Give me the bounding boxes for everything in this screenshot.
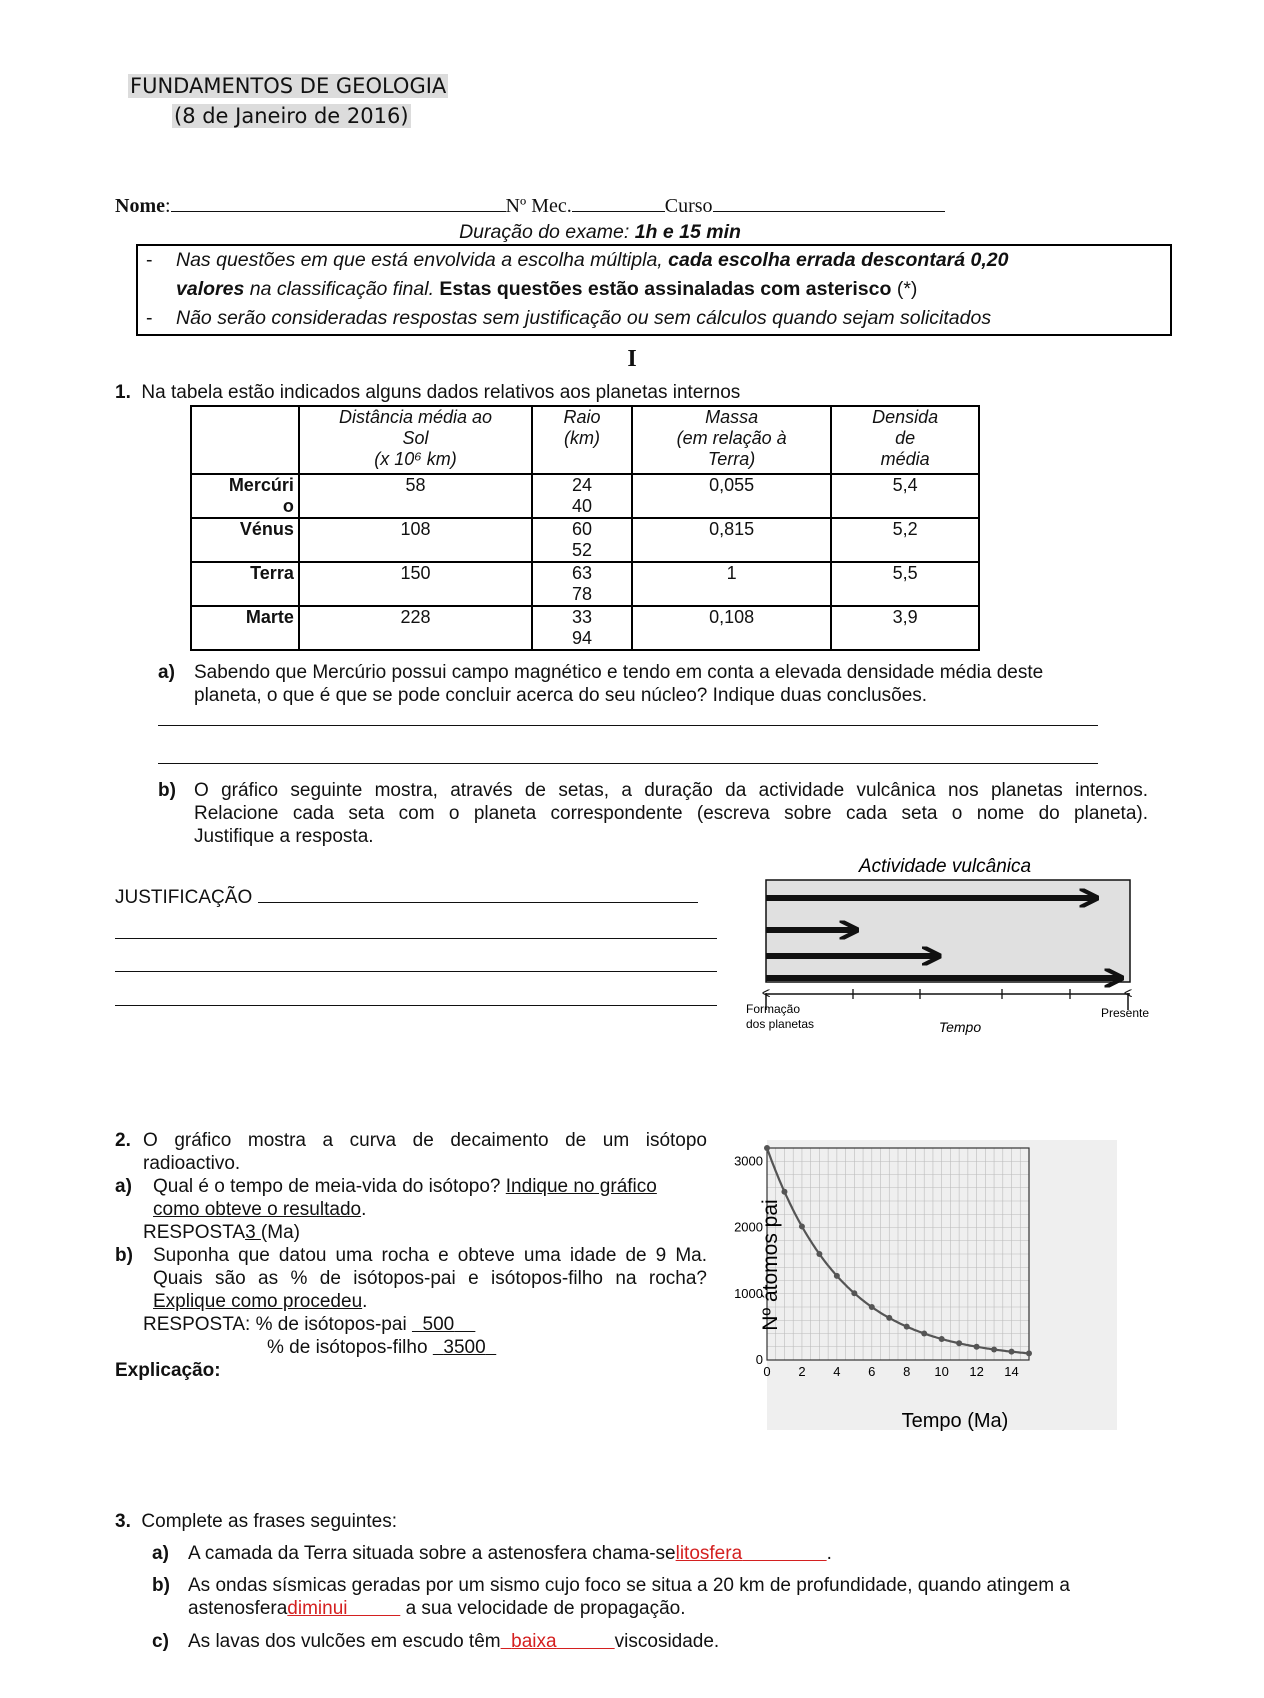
q1a-text: Sabendo que Mercúrio possui campo magnético e tendo em conta a elevada densidade média deste [194,662,1044,683]
notice-text: na classificação final. [244,278,440,300]
q1a-label: a) [158,662,175,683]
decay-x-label: Tempo (Ma) [901,1410,1009,1432]
decay-point [799,1223,805,1229]
q1-stem [115,381,740,404]
cell-density: 5,4 [831,474,979,518]
answer-line[interactable] [258,884,698,903]
q1a-text: planeta, o que é que se pode concluir acerca do seu núcleo? Indique duas conclusões. [194,685,928,706]
y-tick-label: 3000 [734,1153,763,1169]
cell-mass: 1 [632,562,831,606]
table-corner [191,406,299,474]
q3c-answer[interactable]: baixa [511,1631,557,1652]
start-label: Formação [746,1002,801,1016]
mec-label: Nº Mec. [505,195,572,217]
decay-y-label: Nº átomos pai [759,1199,782,1331]
cell-distance: 150 [299,562,532,606]
decay-point [1009,1349,1015,1355]
planet-name: Vénus [191,518,299,562]
q2b-filho-value[interactable]: 3500 [443,1337,486,1358]
x-tick-label: 8 [903,1364,911,1379]
notice-asterisk: (*) [891,278,918,300]
decay-point [956,1340,962,1346]
student-form: Nome: Nº Mec. Curso [115,193,945,218]
planets-table [190,405,980,651]
q3c-label: c) [152,1631,169,1652]
cell-density: 3,9 [831,606,979,650]
q2a-underlined: como obteve o resultado [153,1199,362,1220]
q3a-text: A camada da Terra situada sobre a astenosfera chama-se [188,1543,676,1564]
q2-number: 2. [115,1130,131,1151]
q3a-answer[interactable]: litosfera [675,1543,743,1564]
notice-text: Nas questões em que está envolvida a escolha múltipla, [176,249,669,271]
cell-radius: 24 40 [532,474,632,518]
x-tick-label: 4 [833,1364,841,1379]
q1-text: Na tabela estão indicados alguns dados relativos aos planetas internos [141,382,741,403]
cell-distance: 228 [299,606,532,650]
q3a: a) A camada da Terra situada sobre a astenosfera chama-selitosfera . [152,1543,832,1564]
cell-radius: 63 78 [532,562,632,606]
decay-chart [734,1140,1120,1440]
x-tick-label: 10 [934,1364,949,1379]
q2b-pai-value[interactable]: 500 [422,1314,455,1335]
cell-mass: 0,815 [632,518,831,562]
q2a-underlined: Indique no gráfico [505,1176,657,1197]
volcano-chart-title: Actividade vulcânica [858,856,1032,877]
curso-label: Curso [664,195,713,217]
q3-stem [115,1510,397,1533]
y-tick-label: 2000 [734,1219,763,1235]
col-header-density: Densida de média [831,406,979,474]
col-header-radius: Raio (km) [532,406,632,474]
q2a-answer-unit: (Ma) [260,1222,300,1243]
cell-radius: 60 52 [532,518,632,562]
q2: 2. O gráfico mostra a curva de decaimento de um isótopo radioactivo. a) Qual é o tempo de meia-vida do isótopo? Indique no gráfico como obteve o resultado. RESPOSTA3 (Ma) b) Suponha que datou uma rocha e obteve uma idade de 9 Ma. Quais são as % de isótopos-pai e isótopos-filho na rocha? Explique como procedeu. RESPOSTA: % de isótopos-pai 500 % de isótopos-filho 3500 Explicação: [115,1130,707,1381]
q1a [158,661,1043,707]
q2a-answer-label: RESPOSTA [143,1222,246,1243]
answer-line[interactable] [158,725,1098,726]
justification [115,884,698,909]
x-tick-label: 12 [969,1364,984,1379]
q3a-label: a) [152,1543,169,1564]
decay-point [939,1336,945,1342]
curso-field[interactable] [713,193,945,212]
q2b-underlined: Explique como procedeu [153,1291,363,1312]
x-tick-label: 6 [868,1364,876,1379]
decay-point [869,1304,875,1310]
q2-text: O gráfico mostra a curva de decaimento de um isótopo [143,1130,707,1151]
decay-point [921,1331,927,1337]
table-row [191,518,979,562]
answer-line[interactable] [115,938,717,939]
course-title: FUNDAMENTOS DE GEOLOGIA [130,74,447,98]
x-tick-label: 2 [798,1364,806,1379]
q3-number: 3. [115,1511,131,1532]
y-tick-label: 1000 [734,1285,763,1301]
q2-explanation-label: Explicação: [115,1360,221,1381]
x-tick-label: 14 [1004,1364,1019,1379]
name-field[interactable] [171,193,506,212]
q2b-text: Quais são as % de isótopos-pai e isótopos-filho na rocha? [153,1268,707,1289]
q2b-answer-label: RESPOSTA: [143,1314,251,1335]
q3b: b) As ondas sísmicas geradas por um sismo cujo foco se situa a 20 km de profundidade, quando atingem a astenosferadiminui a sua velocidade de propagação. [152,1575,1070,1619]
q2a-answer-value[interactable]: 3 [245,1222,261,1243]
table-row [191,474,979,518]
end-label: Presente [1101,1006,1150,1020]
exam-date: (8 de Janeiro de 2016) [174,104,409,128]
start-label: dos planetas [746,1017,815,1031]
decay-point [974,1344,980,1350]
table-row [191,606,979,650]
q3b-label: b) [152,1575,170,1596]
decay-point [834,1273,840,1279]
q3-text: Complete as frases seguintes: [141,1511,397,1532]
q1b-text: Justifique a resposta. [194,826,374,847]
y-tick-label: 0 [755,1352,763,1367]
q2b-label: b) [115,1245,133,1266]
volcano-chart [740,850,1150,1040]
notice-text: Não serão consideradas respostas sem justificação ou sem cálculos quando sejam solicitados [176,307,992,329]
name-label: Nome [115,195,165,217]
decay-point [991,1346,997,1352]
cell-radius: 33 94 [532,606,632,650]
notice-bold: Estas questões estão assinaladas com asterisco [439,278,892,300]
q2b-filho-label: % de isótopos-filho [267,1337,428,1358]
q2a-text: Qual é o tempo de meia-vida do isótopo? [153,1176,506,1197]
q2b-text: Suponha que datou uma rocha e obteve uma idade de 9 Ma. [153,1245,707,1266]
q3c-text: As lavas dos vulcões em escudo têm [188,1631,501,1652]
planet-name: Terra [191,562,299,606]
notice-box [136,244,1172,336]
exam-duration [0,221,1200,244]
q3b-answer[interactable]: diminui [287,1598,348,1619]
cell-distance: 108 [299,518,532,562]
duration-label: Duração do exame: [459,221,635,243]
decay-point [781,1189,787,1195]
notice-bold: valores [176,278,245,300]
q2-text: radioactivo. [143,1153,241,1174]
notice-bold: cada escolha errada descontará 0,20 [668,249,1009,271]
justification-label: JUSTIFICAÇÃO [115,887,253,908]
time-label: Tempo [938,1019,982,1035]
q1b-text: Relacione cada seta com o planeta correspondente (escreva sobre cada seta o nome do planeta). [194,803,1148,824]
mec-field[interactable] [572,193,665,212]
planet-name: Marte [191,606,299,650]
q1b-label: b) [158,780,176,801]
col-header-distance: Distância média ao Sol (x 10⁶ km) [299,406,532,474]
x-tick-label: 0 [763,1364,771,1379]
cell-density: 5,5 [831,562,979,606]
col-header-mass: Massa (em relação à Terra) [632,406,831,474]
q3b-text: As ondas sísmicas geradas por um sismo cujo foco se situa a 20 km de profundidade, quando atingem a [188,1575,1070,1596]
q2a-label: a) [115,1176,132,1197]
table-row [191,562,979,606]
cell-distance: 58 [299,474,532,518]
q1b-text: O gráfico seguinte mostra, através de setas, a duração da actividade vulcânica nos planetas internos. [194,780,1148,801]
q3b-text: astenosfera [188,1598,288,1619]
q2b-pai-label: % de isótopos-pai [255,1314,407,1335]
decay-point [904,1324,910,1330]
notice-dash: - [146,249,153,271]
cell-mass: 0,108 [632,606,831,650]
answer-line[interactable] [158,763,1098,764]
duration-value: 1h e 15 min [634,221,741,243]
cell-mass: 0,055 [632,474,831,518]
q3c: c) As lavas dos vulcões em escudo têm baixa viscosidade. [152,1631,720,1652]
decay-point [851,1290,857,1296]
planet-name: Mercúri o [191,474,299,518]
decay-point [816,1251,822,1257]
decay-point [764,1145,770,1151]
decay-point [1026,1350,1032,1356]
answer-line[interactable] [115,1005,717,1006]
q1-number: 1. [115,382,131,403]
notice-dash: - [146,307,153,329]
answer-line[interactable] [115,971,717,972]
decay-point [886,1315,892,1321]
section-title: I [627,346,637,372]
cell-density: 5,2 [831,518,979,562]
q1b [158,779,1148,848]
